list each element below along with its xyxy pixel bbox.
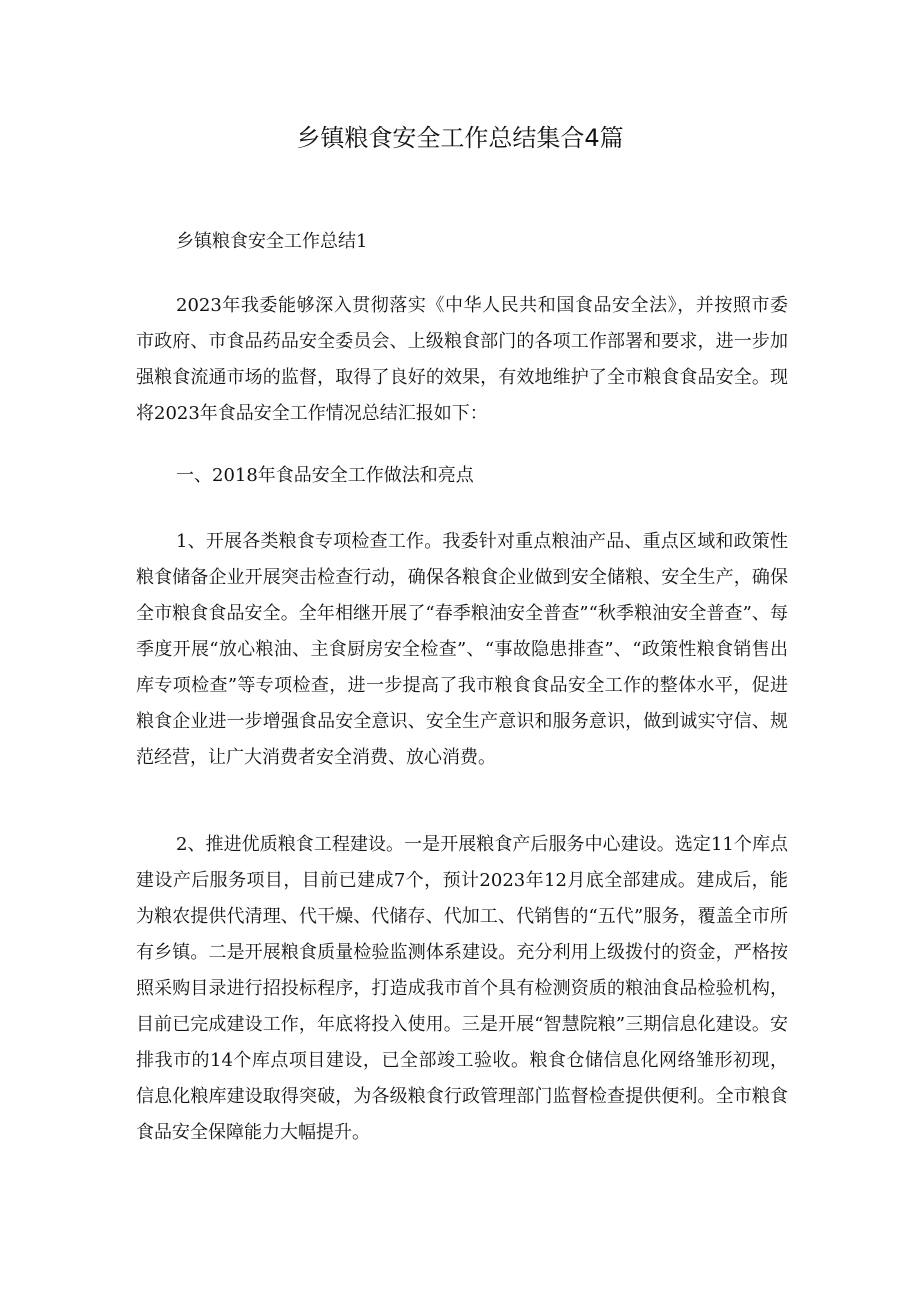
body-paragraph-inspection: 1、开展各类粮食专项检查工作。我委针对重点粮油产品、重点区域和政策性粮食储备企业开展突击检查行动，确保各粮食企业做到安全储粮、安全生产，确保全市粮食食品安全。全年相继开展了“春季粮油安全普查”“秋季粮油安全普查”、每季度开展“放心粮油、主食厨房安全检查”、“事故隐患排查”、“政策性粮食销售出库专项检查”等专项检查，进一步提高了我市粮食食品安全工作的整体水平，促进粮食企业进一步增强食品安全意识、安全生产意识和服务意识，做到诚实守信、规范经营，让广大消费者安全消费、放心消费。 <box>136 531 788 768</box>
body-paragraph-grain-project: 2、推进优质粮食工程建设。一是开展粮食产后服务中心建设。选定11个库点建设产后服务项目，目前已建成7个，预计2023年12月底全部建成。建成后，能为粮农提供代清理、代干燥、代储存、代加工、代销售的“五代”服务，覆盖全市所有乡镇。二是开展粮食质量检验监测体系建设。充分利用上级拨付的资金，严格按照采购目录进行招投标程序，打造成我市首个具有检测资质的粮油食品检验机构，目前已完成建设工作，年底将投入使用。三是开展“智慧院粮”三期信息化建设。安排我市的14个库点项目建设，已全部竣工验收。粮食仓储信息化网络雏形初现，信息化粮库建设取得突破，为各级粮食行政管理部门监督检查提供便利。全市粮食食品安全保障能力大幅提升。 <box>136 834 788 1143</box>
section-heading: 一、2018年食品安全工作做法和亮点 <box>176 465 474 486</box>
document-title: 乡镇粮食安全工作总结集合4篇 <box>296 124 624 152</box>
intro-paragraph: 2023年我委能够深入贯彻落实《中华人民共和国食品安全法》，并按照市委市政府、市食品药品安全委员会、上级粮食部门的各项工作部署和要求，进一步加强粮食流通市场的监督，取得了良好的效果，有效地维护了全市粮食食品安全。现将2023年食品安全工作情况总结汇报如下： <box>136 295 788 424</box>
section-subtitle: 乡镇粮食安全工作总结1 <box>176 231 368 252</box>
